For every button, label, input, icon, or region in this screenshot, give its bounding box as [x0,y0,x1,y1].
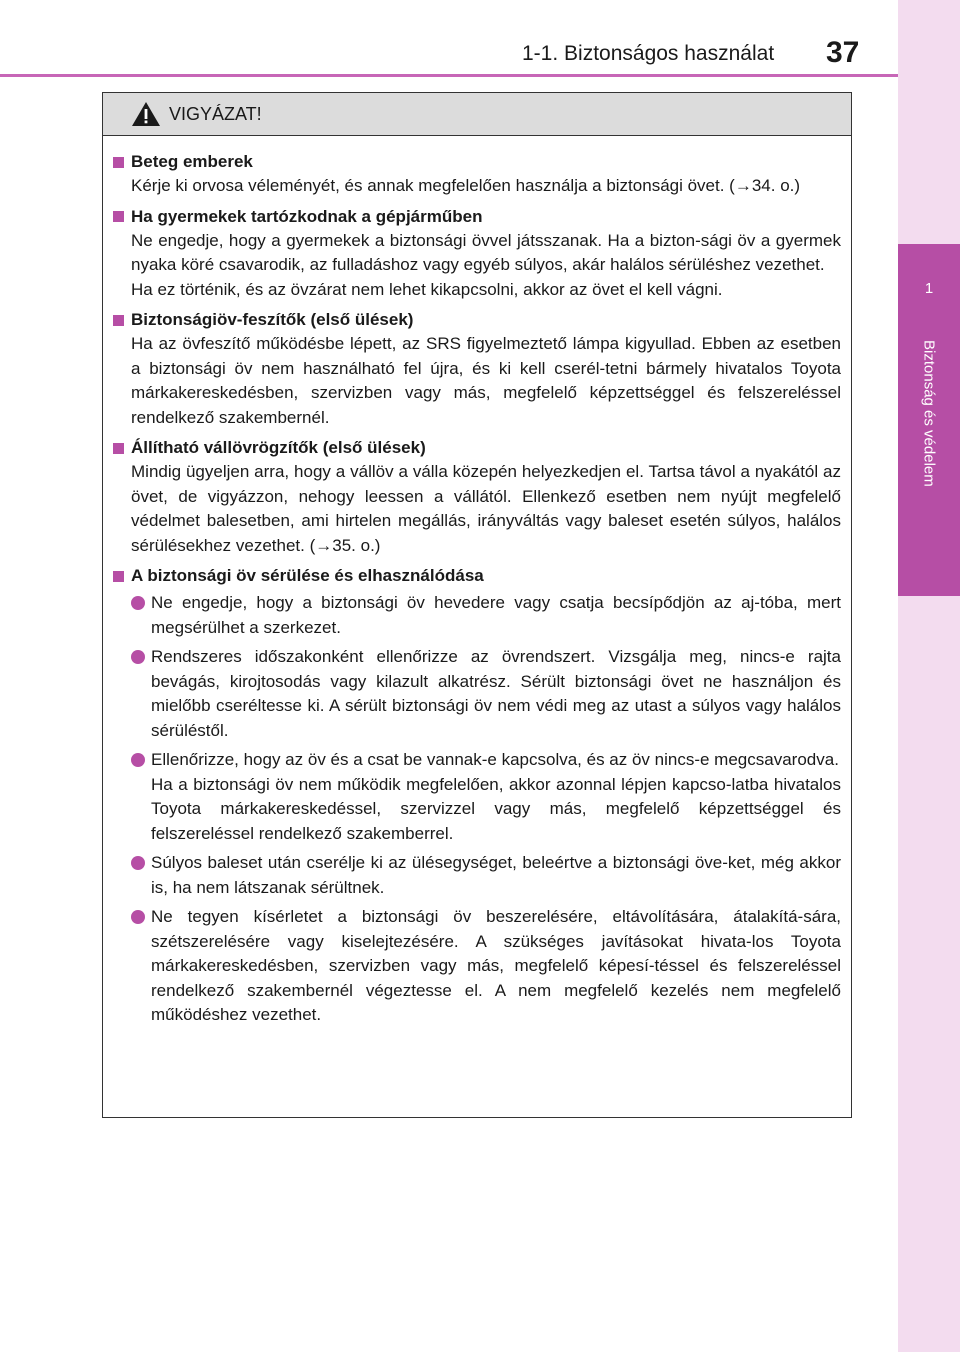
bullet-item [113,851,841,900]
bullet-paragraph: Ha a biztonsági öv nem működik megfelelően, akkor azonnal lépjen kapcso-latba hivatalos Toyota márkakereskedéssel, szervizzel vagy más, megfelelő képzettséggel és felszereléssel rendelkező szakemberrel. [151,774,841,843]
caution-section [113,308,841,430]
section-heading-text: Állítható vállövrögzítők (első ülések) [131,438,426,457]
caution-content [103,136,851,1028]
caution-box [102,92,852,1118]
bullet-text [151,591,841,640]
side-tab-background [898,0,960,1352]
bullet-text [151,905,841,1028]
circle-bullet-icon [131,856,145,870]
caution-title: VIGYÁZAT! [169,103,262,124]
section-paragraph: Kérje ki orvosa véleményét, és annak megfelelően használja a biztonsági övet. (→34. o.) [131,176,801,195]
section-heading [113,436,841,460]
circle-bullet-icon [131,650,145,664]
section-paragraph: Ha ez történik, és az övzárat nem lehet kikapcsolni, akkor az övet el kell vágni. [131,279,723,299]
bullet-item [113,748,841,846]
section-paragraph: Ne engedje, hogy a gyermekek a biztonsági övvel játsszanak. Ha a bizton-sági öv a gyermek nyaka köré csavarodik, az fulladáshoz vagy egyéb súlyos, akár halálos sérüléshez vezethet. [131,230,841,274]
section-heading-text: A biztonsági öv sérülése és elhasználódása [131,566,484,585]
square-bullet-icon [113,315,124,326]
circle-bullet-icon [131,753,145,767]
section-heading-text: Biztonságiöv-feszítők (első ülések) [131,310,414,329]
section-heading-text: Ha gyermekek tartózkodnak a gépjárműben [131,206,483,226]
chapter-number: 1 [924,280,934,297]
header-divider [0,74,898,77]
caution-section [113,564,841,1028]
section-heading-text: Beteg emberek [131,152,253,171]
chapter-label: Biztonság és védelem [920,340,938,487]
bullet-item [113,645,841,743]
section-paragraph: Ha az övfeszítő működésbe lépett, az SRS figyelmeztető lámpa kigyullad. Ebben az esetben a biztonsági öv nem használható fel újra, és ki kell cserél-tetni bármely hivatalos Toyota márkakereskedésben, szervizben vagy más, megfelelő képzettséggel és felszereléssel rendelkező szakembernél. [131,334,841,427]
bullet-paragraph: Rendszeres időszakonként ellenőrizze az övrendszert. Vizsgálja meg, nincs-e rajta bevágás, kirojtosodás vagy kilazult alkatrész. Sérült biztonsági övet ne használjon és mielőbb cseréltesse ki. A sérült biztonsági öv nem védi meg az utast a súlyos vagy halálos sérüléstől. [151,647,841,740]
square-bullet-icon [113,157,124,168]
bullet-paragraph: Ne engedje, hogy a biztonsági öv hevedere vagy csatja becsípődjön az aj-tóba, mert megsérülhet a szerkezet. [151,593,841,637]
circle-bullet-icon [131,910,145,924]
square-bullet-icon [113,443,124,454]
bullet-text [151,851,841,900]
bullet-paragraph: Ellenőrizze, hogy az öv és a csat be vannak-e kapcsolva, és az öv nincs-e megcsavarodva. [151,750,839,769]
square-bullet-icon [113,211,124,222]
section-paragraph: Mindig ügyeljen arra, hogy a vállöv a válla közepén helyezkedjen el. Tartsa távol a nyakától az övet, de vigyázzon, nehogy leessen a vállától. Ellenkező esetben nem nyújt megfelelő védelmet balesetben, ami hirtelen megállás, irányváltás vagy baleset esetén súlyos, halálos sérülésekhez vezethet. (→35. o.) [131,462,841,555]
caution-section [113,150,841,199]
caution-header [103,93,851,136]
section-title: 1-1. Biztonságos használat [522,42,775,65]
bullet-text [151,645,841,743]
section-heading [113,564,841,588]
bullet-item [113,905,841,1028]
warning-triangle-icon [131,101,161,127]
square-bullet-icon [113,571,124,582]
page-number: 37 [826,36,860,69]
section-heading [113,205,841,229]
caution-section [113,436,841,558]
bullet-item [113,591,841,640]
bullet-paragraph: Ne tegyen kísérletet a biztonsági öv beszerelésére, eltávolítására, átalakítá-sára, szétszerelésére vagy kiselejtezésére. A szükséges javításokat hivata-los Toyota márkakereskedésben, szervizben vagy más, megfelelő képesí-téssel és felszereléssel rendelkező szakembernél végeztesse el. A nem megfelelő kezelés nem megfelelő működéshez vezethet. [151,907,841,1024]
section-heading [113,308,841,332]
section-heading [113,150,841,174]
circle-bullet-icon [131,596,145,610]
bullet-paragraph: Súlyos baleset után cserélje ki az ülésegységet, beleértve a biztonsági öve-ket, még akkor is, ha nem látszanak sérültnek. [151,853,841,897]
bullet-text [151,748,841,846]
caution-section [113,205,841,303]
